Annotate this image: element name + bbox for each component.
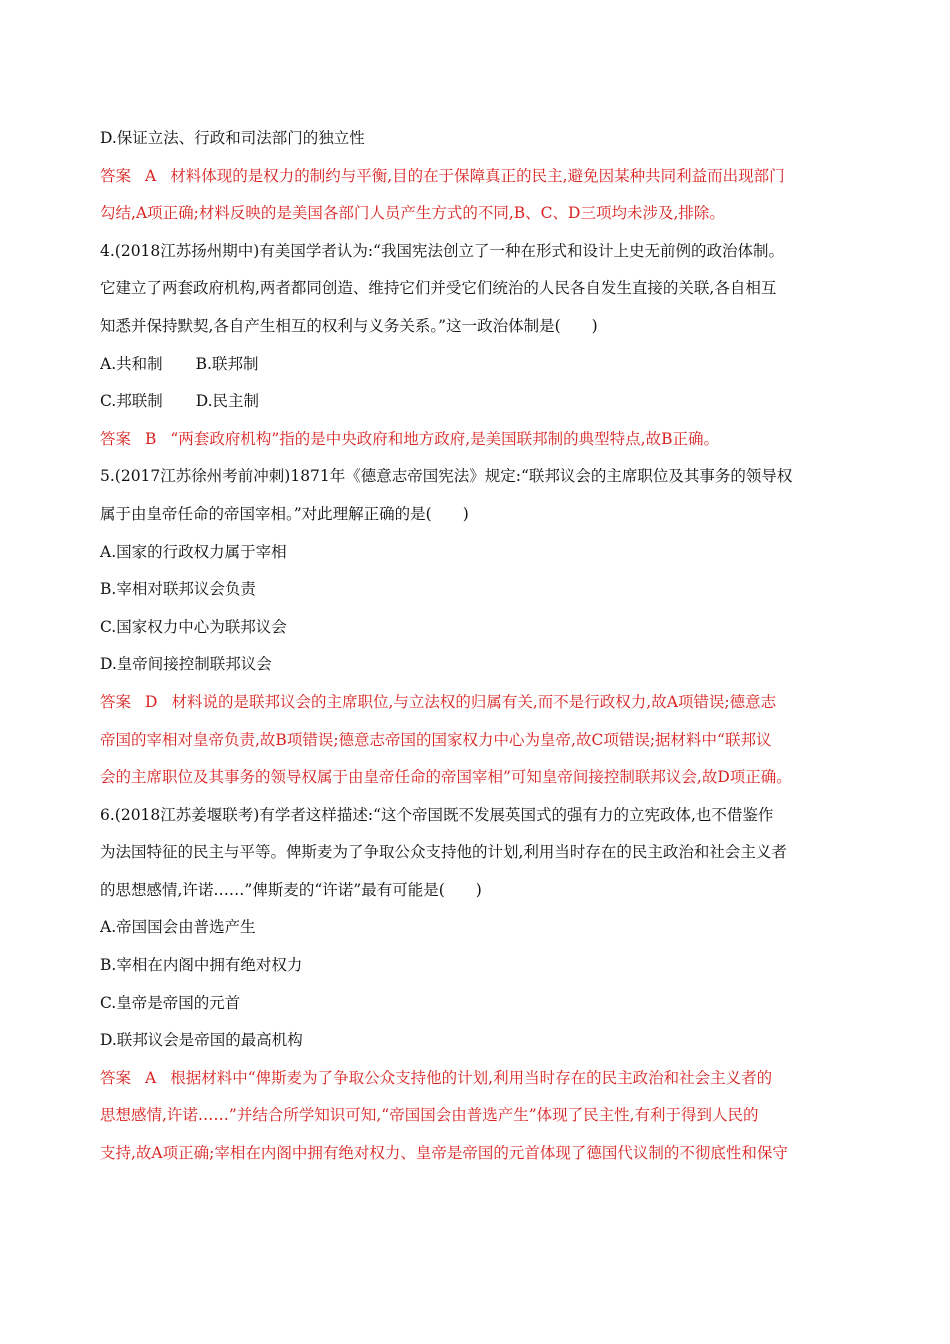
question-line: A.帝国国会由普选产生 — [100, 918, 256, 937]
question-line: 知悉并保持默契,各自产生相互的权利与义务关系。”这一政治体制是( ) — [100, 316, 598, 335]
question-line: D.保证立法、行政和司法部门的独立性 — [100, 129, 365, 147]
answer-explanation-line: 帝国的宰相对皇帝负责,故B项错误;德意志帝国的国家权力中心为皇帝,故C项错误;据材料中“联邦议 — [100, 730, 772, 749]
answer-choice: A — [145, 1068, 157, 1087]
answer-choice: B — [145, 429, 157, 448]
answer-explanation: 材料体现的是权力的制约与平衡,目的在于保障真正的民主,避免因某种共同利益而出现部门 — [170, 166, 785, 185]
answer-line — [100, 158, 860, 196]
question-line: C.国家权力中心为联邦议会 — [100, 617, 287, 636]
question-line: 5.(2017江苏徐州考前冲刺)1871年《德意志帝国宪法》规定:“联邦议会的主席职位及其事务的领导权 — [100, 467, 793, 486]
question-line: 属于由皇帝任命的帝国宰相。”对此理解正确的是( ) — [100, 504, 469, 523]
question-line: D.皇帝间接控制联邦议会 — [100, 655, 272, 674]
answer-choice: A — [145, 166, 157, 185]
option-row — [100, 383, 860, 421]
answer-line — [100, 421, 860, 459]
answer-explanation-line: 支持,故A项正确;宰相在内阁中拥有绝对权力、皇帝是帝国的元首体现了德国代议制的不彻底性和保守 — [100, 1144, 788, 1163]
answer-explanation-line: 勾结,A项正确;材料反映的是美国各部门人员产生方式的不同,B、C、D三项均未涉及,排除。 — [100, 204, 725, 223]
option-item: B.联邦制 — [195, 354, 259, 373]
answer-line — [100, 1060, 860, 1098]
option-item: C.邦联制 — [100, 392, 163, 411]
question-line: 的思想感情,许诺……”俾斯麦的“许诺”最有可能是( ) — [100, 880, 482, 899]
option-row — [100, 346, 860, 384]
question-line: 4.(2018江苏扬州期中)有美国学者认为:“我国宪法创立了一种在形式和设计上史无前例的政治体制。 — [100, 241, 784, 260]
answer-explanation-line: 会的主席职位及其事务的领导权属于由皇帝任命的帝国宰相”可知皇帝间接控制联邦议会,故D项正确。 — [100, 768, 792, 787]
question-content — [100, 120, 860, 1173]
question-line: A.国家的行政权力属于宰相 — [100, 542, 287, 561]
question-line: C.皇帝是帝国的元首 — [100, 993, 241, 1012]
answer-label: 答案 — [100, 1068, 132, 1087]
answer-line — [100, 684, 860, 722]
question-line: 为法国特征的民主与平等。俾斯麦为了争取公众支持他的计划,利用当时存在的民主政治和社会主义者 — [100, 843, 787, 862]
option-item: A.共和制 — [100, 354, 163, 373]
question-line: 它建立了两套政府机构,两者都同创造、维持它们并受它们统治的人民各自发生直接的关联,各自相互 — [100, 279, 777, 298]
question-line: B.宰相在内阁中拥有绝对权力 — [100, 956, 303, 975]
question-line: B.宰相对联邦议会负责 — [100, 580, 256, 599]
answer-label: 答案 — [100, 429, 132, 448]
answer-choice: D — [145, 692, 158, 711]
question-line: 6.(2018江苏姜堰联考)有学者这样描述:“这个帝国既不发展英国式的强有力的立宪政体,也不借鉴作 — [100, 805, 774, 824]
answer-explanation: 材料说的是联邦议会的主席职位,与立法权的归属有关,而不是行政权力,故A项错误;德意志 — [171, 692, 777, 711]
answer-explanation: 根据材料中“俾斯麦为了争取公众支持他的计划,利用当时存在的民主政治和社会主义者的 — [170, 1068, 773, 1087]
answer-label: 答案 — [100, 166, 132, 185]
question-line: D.联邦议会是帝国的最高机构 — [100, 1031, 303, 1050]
answer-label: 答案 — [100, 692, 132, 711]
option-item: D.民主制 — [195, 392, 260, 411]
answer-explanation: “两套政府机构”指的是中央政府和地方政府,是美国联邦制的典型特点,故B正确。 — [170, 429, 720, 448]
answer-explanation-line: 思想感情,许诺……”并结合所学知识可知,“帝国国会由普选产生”体现了民主性,有利于得到人民的 — [100, 1106, 759, 1125]
